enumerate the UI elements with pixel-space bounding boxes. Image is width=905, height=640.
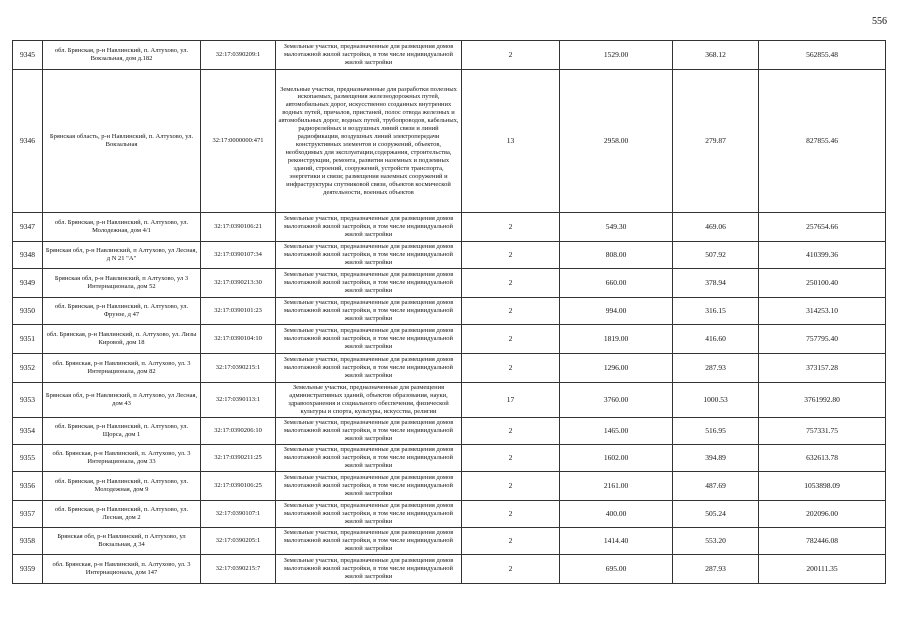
cadastral-number-cell: 32:17:0000000:471 [201, 70, 276, 213]
cadastral-value-cell: 827855.46 [759, 70, 886, 213]
table-row [13, 444, 886, 471]
land-use-cell: Земельные участки, предназначенные для размещения домов малоэтажной жилой застройки, в том числе индивидуальной жилой застройки [276, 527, 462, 554]
land-use-cell: Земельные участки, предназначенные для размещения домов малоэтажной жилой застройки, в том числе индивидуальной жилой застройки [276, 500, 462, 527]
table-row [13, 298, 886, 325]
cadastral-value-table [12, 40, 886, 584]
use-code-cell: 2 [462, 527, 560, 554]
use-code-cell: 17 [462, 383, 560, 418]
land-use-cell: Земельные участки, предназначенные для размещения домов малоэтажной жилой застройки, в том числе индивидуальной жилой застройки [276, 471, 462, 500]
specific-value-cell: 378.94 [673, 269, 759, 298]
land-use-cell: Земельные участки, предназначенные для размещения домов малоэтажной жилой застройки, в том числе индивидуальной жилой застройки [276, 417, 462, 444]
address-cell: обл. Брянская, р-н Навлинский, п. Алтухово, ул. Молодежная, дом 9 [43, 471, 201, 500]
cadastral-value-cell: 757331.75 [759, 417, 886, 444]
use-code-cell: 2 [462, 213, 560, 242]
area-cell: 1465.00 [560, 417, 673, 444]
land-use-cell: Земельные участки, предназначенные для размещения домов малоэтажной жилой застройки, в том числе индивидуальной жилой застройки [276, 269, 462, 298]
cadastral-number-cell: 32:17:0390215:7 [201, 554, 276, 583]
area-cell: 695.00 [560, 554, 673, 583]
cadastral-value-cell: 314253.10 [759, 298, 886, 325]
specific-value-cell: 507.92 [673, 242, 759, 269]
specific-value-cell: 394.89 [673, 444, 759, 471]
land-use-cell: Земельные участки, предназначенные для размещения домов малоэтажной жилой застройки, в том числе индивидуальной жилой застройки [276, 41, 462, 70]
address-cell: обл. Брянская, р-н Навлинский, п. Алтухово, ул. Лизы Кировой, дом 18 [43, 325, 201, 354]
specific-value-cell: 516.95 [673, 417, 759, 444]
cadastral-number-cell: 32:17:0390107:34 [201, 242, 276, 269]
use-code-cell: 2 [462, 242, 560, 269]
row-number-cell: 9351 [13, 325, 43, 354]
cadastral-number-cell: 32:17:0390101:23 [201, 298, 276, 325]
use-code-cell: 2 [462, 354, 560, 383]
table-row [13, 354, 886, 383]
cadastral-number-cell: 32:17:0390104:10 [201, 325, 276, 354]
land-use-cell: Земельные участки, предназначенные для размещения домов малоэтажной жилой застройки, в том числе индивидуальной жилой застройки [276, 444, 462, 471]
area-cell: 660.00 [560, 269, 673, 298]
cadastral-value-cell: 3761992.80 [759, 383, 886, 418]
area-cell: 1602.00 [560, 444, 673, 471]
page-number: 556 [872, 16, 887, 27]
address-cell: Брянская область, р-н Навлинский, п. Алтухово, ул. Вокзальная [43, 70, 201, 213]
area-cell: 1296.00 [560, 354, 673, 383]
cadastral-number-cell: 32:17:0390209:1 [201, 41, 276, 70]
specific-value-cell: 287.93 [673, 554, 759, 583]
cadastral-number-cell: 32:17:0390205:1 [201, 527, 276, 554]
row-number-cell: 9354 [13, 417, 43, 444]
address-cell: обл. Брянская, р-н Навлинский, п. Алтухово, ул. 3 Интернационала, дом 82 [43, 354, 201, 383]
table-row [13, 242, 886, 269]
area-cell: 2161.00 [560, 471, 673, 500]
address-cell: обл. Брянская, р-н Навлинский, п. Алтухово, ул. Лесная, дом 2 [43, 500, 201, 527]
cadastral-value-cell: 632613.78 [759, 444, 886, 471]
cadastral-value-cell: 562855.48 [759, 41, 886, 70]
area-cell: 549.30 [560, 213, 673, 242]
row-number-cell: 9347 [13, 213, 43, 242]
specific-value-cell: 368.12 [673, 41, 759, 70]
use-code-cell: 2 [462, 269, 560, 298]
land-use-cell: Земельные участки, предназначенные для размещения домов малоэтажной жилой застройки, в том числе индивидуальной жилой застройки [276, 298, 462, 325]
cadastral-number-cell: 32:17:0390215:1 [201, 354, 276, 383]
table-row [13, 527, 886, 554]
use-code-cell: 2 [462, 41, 560, 70]
use-code-cell: 2 [462, 298, 560, 325]
table-row [13, 500, 886, 527]
address-cell: обл. Брянская, р-н Навлинский, п. Алтухово, ул. 3 Интернационала, дом 33 [43, 444, 201, 471]
use-code-cell: 2 [462, 325, 560, 354]
table-row [13, 383, 886, 418]
area-cell: 1819.00 [560, 325, 673, 354]
use-code-cell: 2 [462, 554, 560, 583]
land-use-cell: Земельные участки, предназначенные для разработки полезных ископаемых, размещения железнодорожных путей, автомобильных дорог, искусственно созданных внутренних водных путей, причалов, пристаней, полос отвода железных и автомобильных дорог, водных путей, трубопроводов, кабельных, радиорелейных и воздушных линий связи и линий радиофикации, воздушных линий электропередачи конструктивных элементов и сооружений, объектов, необходимых для эксплуатации,содержания, строительства, реконструкции, ремонта, развития наземных и подземных зданий, строений, сооружений, устройств транспорта, энергетики и связи; размещения наземных сооружений и инфраструктуры спутниковой связи, объектов космической деятельности, военных объектов [276, 70, 462, 213]
row-number-cell: 9350 [13, 298, 43, 325]
cadastral-number-cell: 32:17:0390211:25 [201, 444, 276, 471]
use-code-cell: 13 [462, 70, 560, 213]
row-number-cell: 9345 [13, 41, 43, 70]
table-row [13, 417, 886, 444]
cadastral-value-cell: 1053898.09 [759, 471, 886, 500]
land-use-cell: Земельные участки, предназначенные для размещения домов малоэтажной жилой застройки, в том числе индивидуальной жилой застройки [276, 354, 462, 383]
cadastral-number-cell: 32:17:0390213:30 [201, 269, 276, 298]
row-number-cell: 9359 [13, 554, 43, 583]
address-cell: Брянская обл, р-н Навлинский, п Алтухово, ул 3 Интернационала, дом 52 [43, 269, 201, 298]
specific-value-cell: 505.24 [673, 500, 759, 527]
cadastral-number-cell: 32:17:0390113:1 [201, 383, 276, 418]
address-cell: обл. Брянская, р-н Навлинский, п. Алтухово, ул. Фрунзе, д 47 [43, 298, 201, 325]
specific-value-cell: 469.06 [673, 213, 759, 242]
use-code-cell: 2 [462, 417, 560, 444]
row-number-cell: 9348 [13, 242, 43, 269]
row-number-cell: 9353 [13, 383, 43, 418]
cadastral-value-cell: 782446.08 [759, 527, 886, 554]
table-row [13, 325, 886, 354]
row-number-cell: 9349 [13, 269, 43, 298]
area-cell: 1529.00 [560, 41, 673, 70]
row-number-cell: 9356 [13, 471, 43, 500]
land-use-cell: Земельные участки, предназначенные для размещения домов малоэтажной жилой застройки, в том числе индивидуальной жилой застройки [276, 242, 462, 269]
specific-value-cell: 316.15 [673, 298, 759, 325]
table-row [13, 269, 886, 298]
area-cell: 994.00 [560, 298, 673, 325]
cadastral-number-cell: 32:17:0390206:10 [201, 417, 276, 444]
table-row [13, 554, 886, 583]
use-code-cell: 2 [462, 471, 560, 500]
specific-value-cell: 487.69 [673, 471, 759, 500]
land-use-cell: Земельные участки, предназначенные для размещения административных зданий, объектов образования, науки, здравоохранения и социального обеспечения, физической культуры и спорта, культуры, искусства, религии [276, 383, 462, 418]
use-code-cell: 2 [462, 500, 560, 527]
specific-value-cell: 416.60 [673, 325, 759, 354]
table-row [13, 41, 886, 70]
use-code-cell: 2 [462, 444, 560, 471]
cadastral-value-cell: 410399.36 [759, 242, 886, 269]
land-use-cell: Земельные участки, предназначенные для размещения домов малоэтажной жилой застройки, в том числе индивидуальной жилой застройки [276, 554, 462, 583]
area-cell: 2958.00 [560, 70, 673, 213]
specific-value-cell: 287.93 [673, 354, 759, 383]
land-use-cell: Земельные участки, предназначенные для размещения домов малоэтажной жилой застройки, в том числе индивидуальной жилой застройки [276, 213, 462, 242]
address-cell: Брянская обл, р-н Навлинский, п Алтухово, ул Вокзальная, д 34 [43, 527, 201, 554]
address-cell: обл. Брянская, р-н Навлинский, п. Алтухово, ул. 3 Интернационала, дом 147 [43, 554, 201, 583]
cadastral-value-cell: 250100.40 [759, 269, 886, 298]
specific-value-cell: 553.20 [673, 527, 759, 554]
cadastral-number-cell: 32:17:0390107:1 [201, 500, 276, 527]
row-number-cell: 9357 [13, 500, 43, 527]
row-number-cell: 9352 [13, 354, 43, 383]
table-row [13, 213, 886, 242]
cadastral-number-cell: 32:17:0390106:21 [201, 213, 276, 242]
area-cell: 3760.00 [560, 383, 673, 418]
address-cell: Брянская обл, р-н Навлинский, п Алтухово, ул Лесная, д N 21 "А" [43, 242, 201, 269]
address-cell: обл. Брянская, р-н Навлинский, п. Алтухово, ул. Молодежная, дом 4/1 [43, 213, 201, 242]
cadastral-value-cell: 757795.40 [759, 325, 886, 354]
specific-value-cell: 279.87 [673, 70, 759, 213]
cadastral-value-cell: 257654.66 [759, 213, 886, 242]
cadastral-value-cell: 200111.35 [759, 554, 886, 583]
row-number-cell: 9346 [13, 70, 43, 213]
table-row [13, 471, 886, 500]
area-cell: 808.00 [560, 242, 673, 269]
land-use-cell: Земельные участки, предназначенные для размещения домов малоэтажной жилой застройки, в том числе индивидуальной жилой застройки [276, 325, 462, 354]
specific-value-cell: 1000.53 [673, 383, 759, 418]
cadastral-number-cell: 32:17:0390106:25 [201, 471, 276, 500]
cadastral-value-cell: 373157.28 [759, 354, 886, 383]
area-cell: 1414.40 [560, 527, 673, 554]
cadastral-value-cell: 202096.00 [759, 500, 886, 527]
table-row [13, 70, 886, 213]
area-cell: 400.00 [560, 500, 673, 527]
row-number-cell: 9355 [13, 444, 43, 471]
address-cell: обл. Брянская, р-н Навлинский, п. Алтухово, ул. Щорса, дом 1 [43, 417, 201, 444]
address-cell: Брянская обл, р-н Навлинский, п Алтухово, ул Лесная, дом 43 [43, 383, 201, 418]
address-cell: обл. Брянская, р-н Навлинский, п. Алтухово, ул. Вокзальная, дом д.182 [43, 41, 201, 70]
row-number-cell: 9358 [13, 527, 43, 554]
